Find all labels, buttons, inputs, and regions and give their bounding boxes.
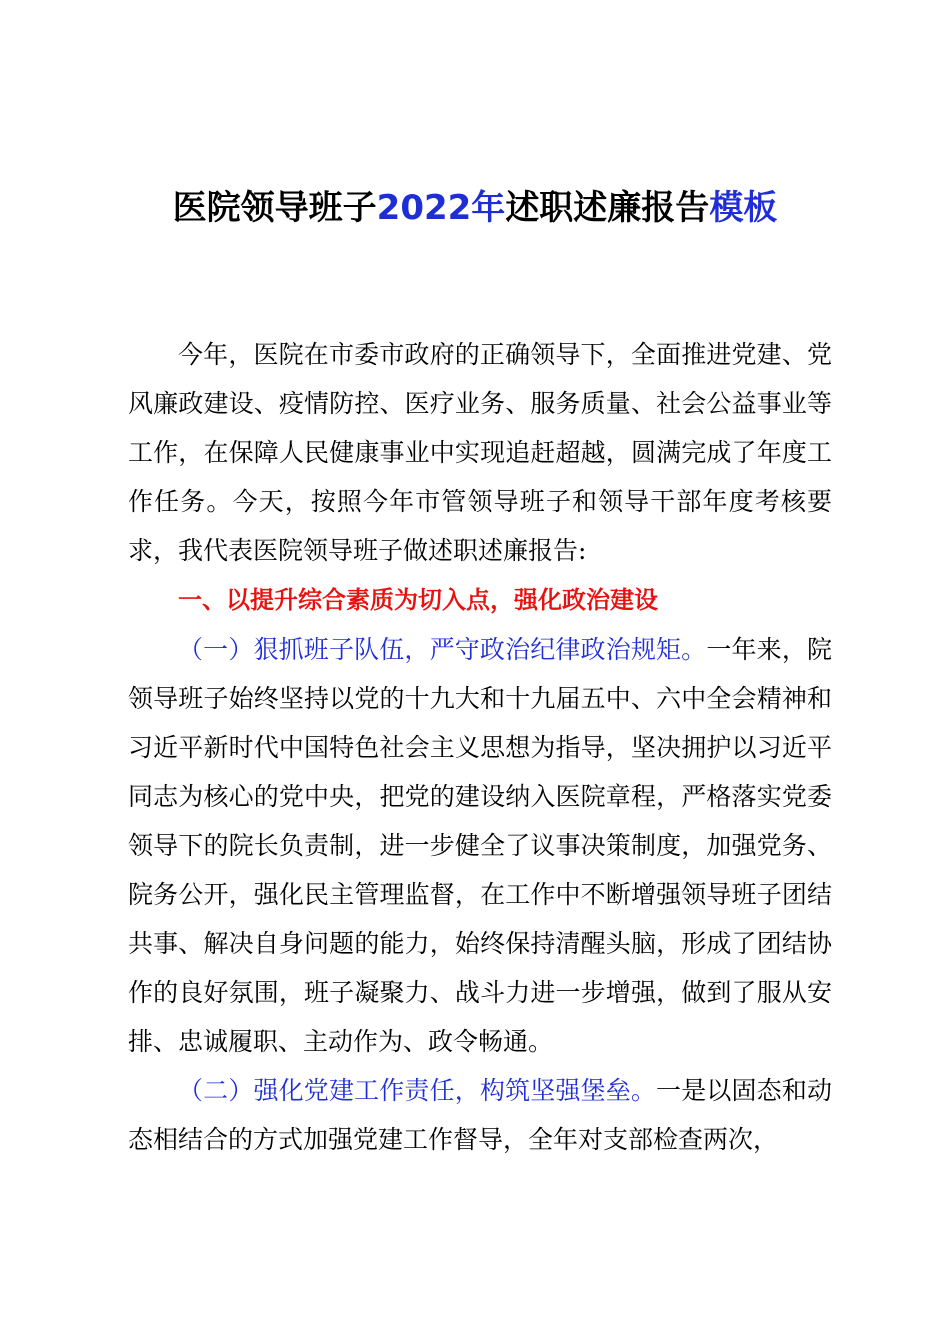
subsection-1-paragraph bbox=[128, 625, 832, 1066]
subsection-2-body: 一是以固态和动态相结合的方式加强党建工作督导，全年对支部检查两次， bbox=[128, 1076, 832, 1154]
subsection-1-lead: （一）狠抓班子队伍，严守政治纪律政治规矩。 bbox=[178, 635, 707, 664]
subsection-1-body: 一年来，院领导班子始终坚持以党的十九大和十九届五中、六中全会精神和习近平新时代中国特色社会主义思想为指导，坚决拥护以习近平同志为核心的党中央，把党的建设纳入医院章程，严格落实党委领导下的院长负责制，进一步健全了议事决策制度，加强党务、院务公开，强化民主管理监督，在工作中不断增强领导班子团结共事、解决自身问题的能力，始终保持清醒头脑，形成了团结协作的良好氛围，班子凝聚力、战斗力进一步增强，做到了服从安排、忠诚履职、主动作为、政令畅通。 bbox=[128, 635, 832, 1056]
title-template: 模板 bbox=[709, 188, 778, 228]
title-part-1: 医院领导班子 bbox=[172, 188, 377, 228]
title-year: 2022年 bbox=[376, 188, 506, 228]
document-title bbox=[0, 180, 950, 236]
intro-paragraph: 今年，医院在市委市政府的正确领导下，全面推进党建、党风廉政建设、疫情防控、医疗业务、服务质量、社会公益事业等工作，在保障人民健康事业中实现追赶超越，圆满完成了年度工作任务。今天，按照今年市管领导班子和领导干部年度考核要求，我代表医院领导班子做述职述廉报告: bbox=[128, 340, 832, 565]
section-heading-1-text: 一、以提升综合素质为切入点，强化政治建设 bbox=[178, 586, 658, 614]
subsection-2-paragraph bbox=[128, 1066, 832, 1164]
document-body bbox=[128, 330, 832, 1164]
title-part-3: 述职述廉报告 bbox=[505, 188, 710, 228]
subsection-2-lead: （二）强化党建工作责任，构筑坚强堡垒。 bbox=[178, 1076, 657, 1105]
section-heading-1 bbox=[128, 575, 832, 625]
